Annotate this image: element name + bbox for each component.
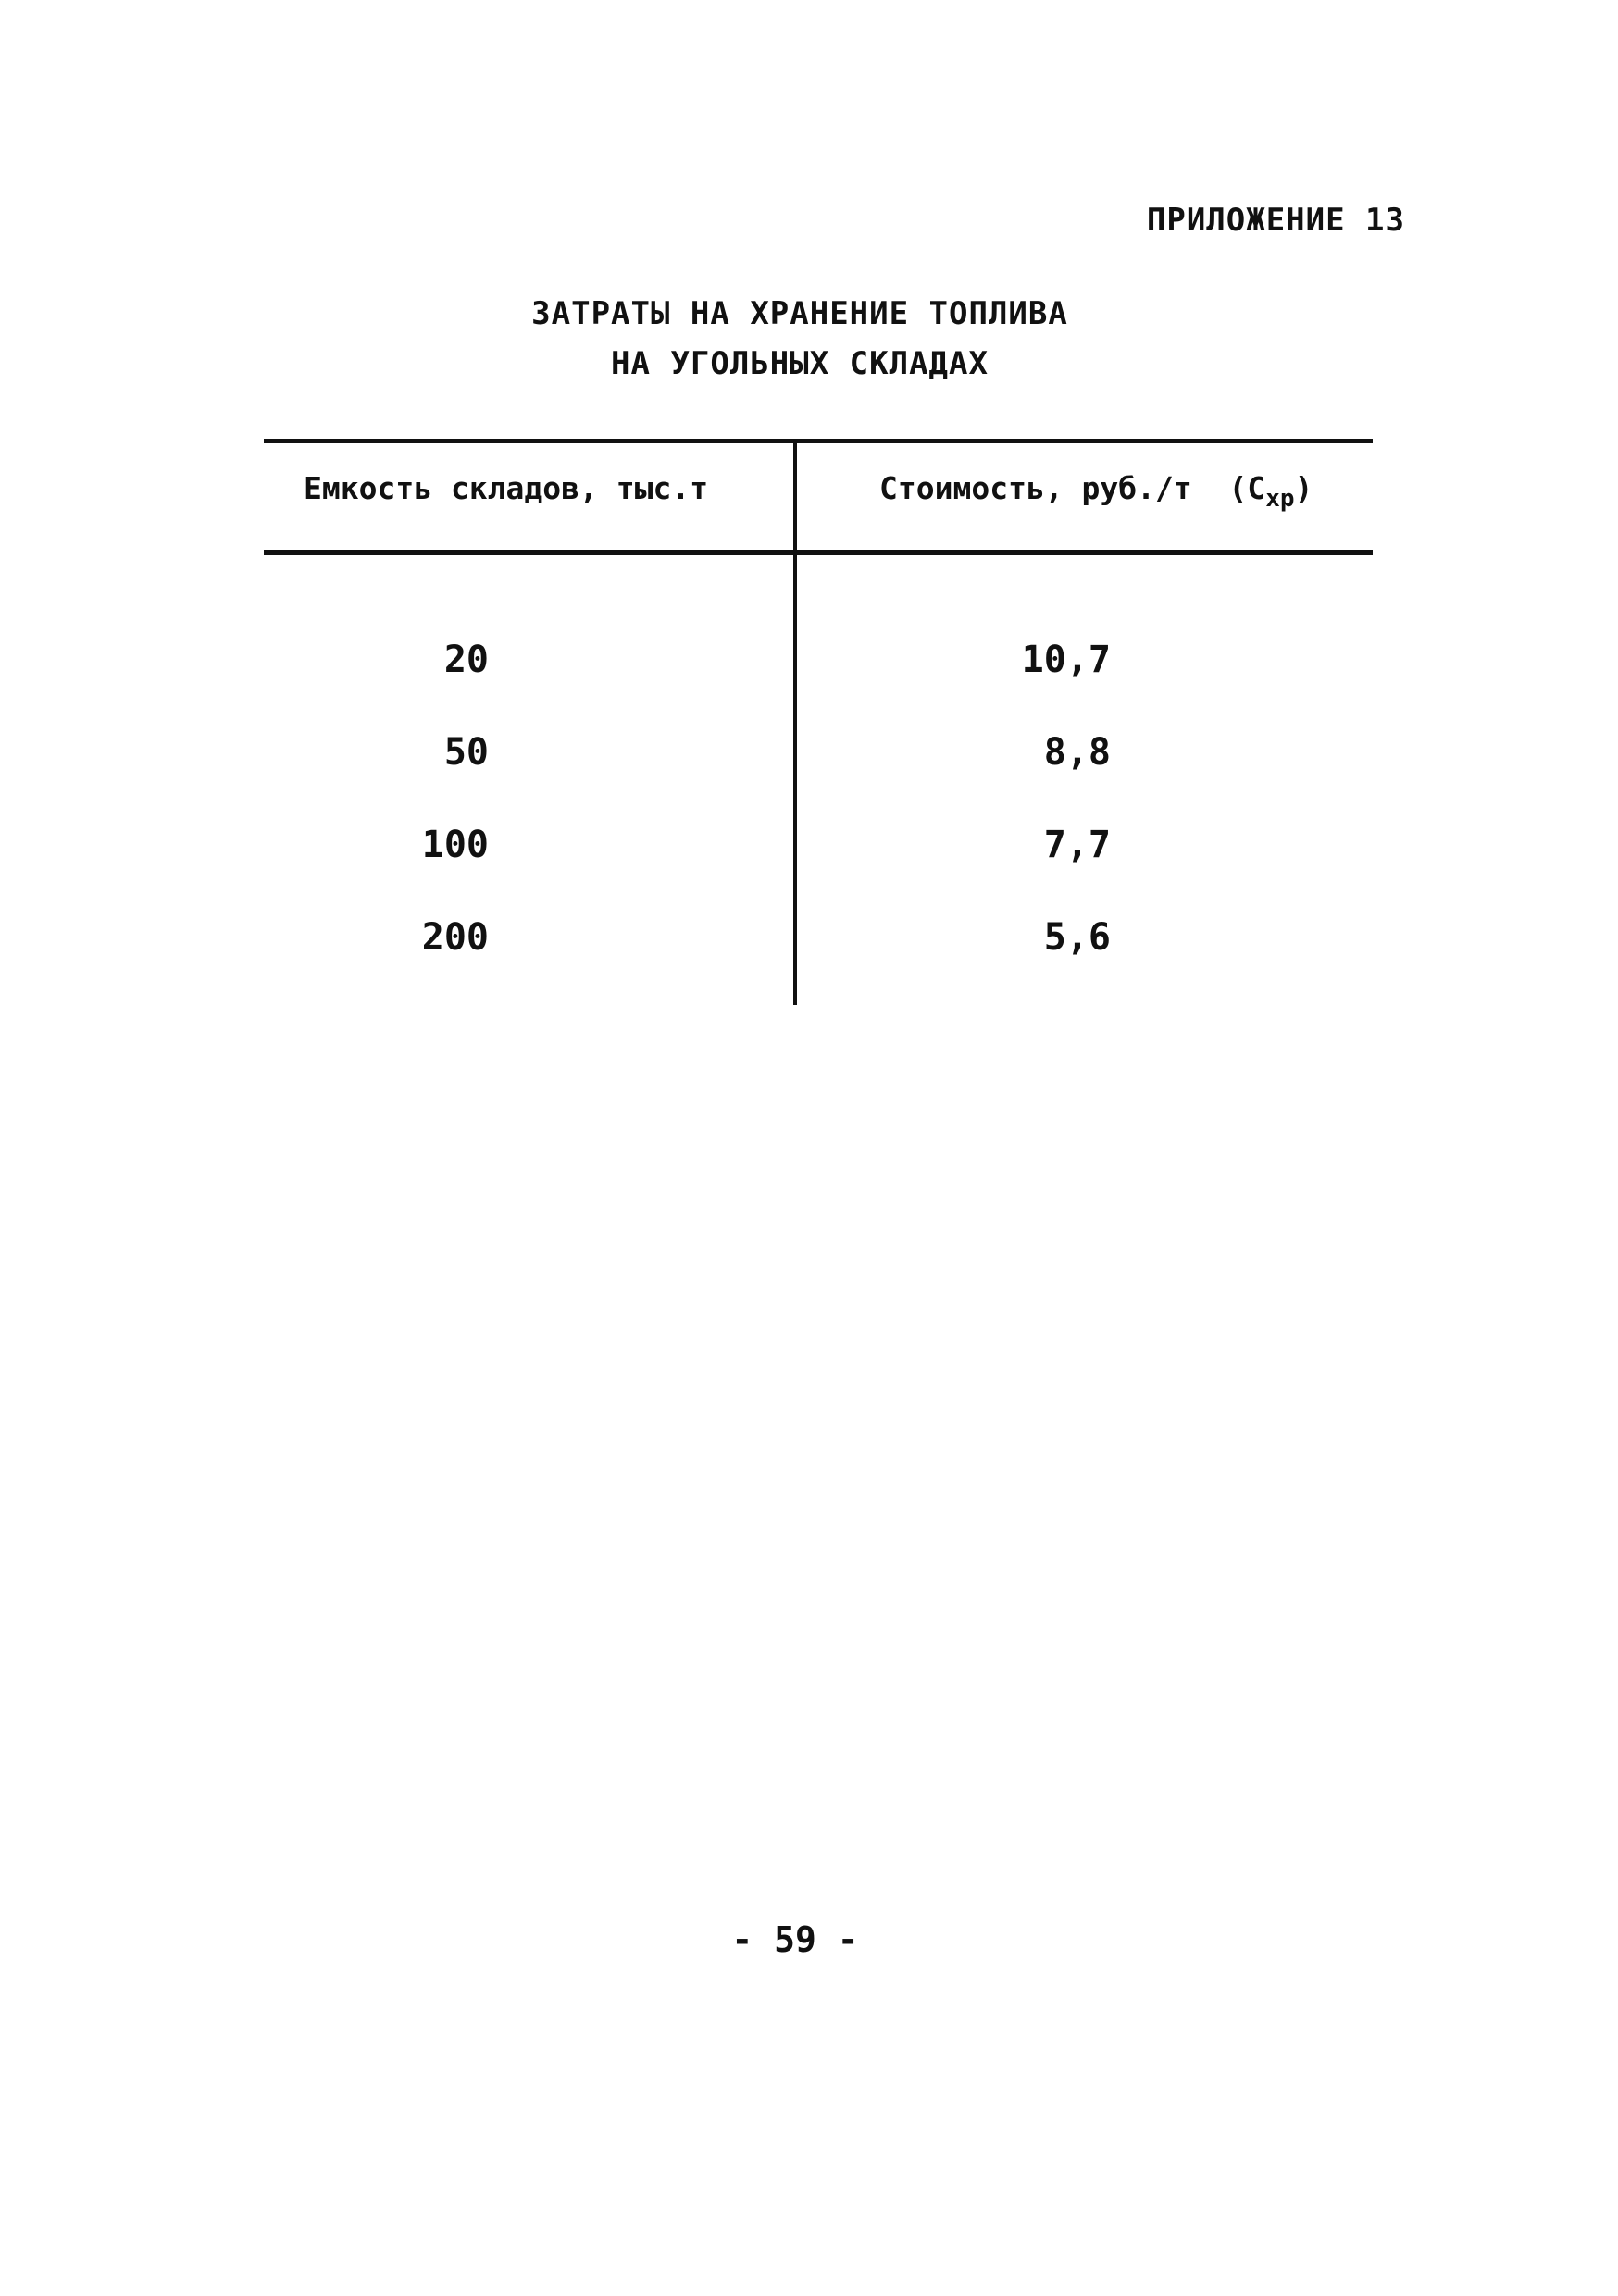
title-line-1: ЗАТРАТЫ НА ХРАНЕНИЕ ТОПЛИВА xyxy=(531,295,1068,332)
table-cell-capacity: 20 xyxy=(443,639,489,681)
table-cell-capacity: 100 xyxy=(421,824,489,866)
document-title xyxy=(0,289,1618,389)
header-cost xyxy=(879,470,1313,513)
table-cell-cost: 10,7 xyxy=(1021,639,1111,681)
table-cell-cost: 7,7 xyxy=(1043,824,1111,866)
table-top-rule xyxy=(264,439,1373,443)
title-line-2: НА УГОЛЬНЫХ СКЛАДАХ xyxy=(611,345,989,382)
table-cell-cost: 5,6 xyxy=(1043,916,1111,959)
table-header-rule xyxy=(264,550,1373,555)
header-cost-label: Стоимость, руб./т xyxy=(879,470,1192,506)
table-cell-capacity: 200 xyxy=(421,916,489,959)
appendix-label: ПРИЛОЖЕНИЕ 13 xyxy=(1146,202,1405,239)
table-column-divider xyxy=(793,439,797,1005)
cost-symbol: $(C_{хр})$ xyxy=(1228,470,1313,513)
table-cell-cost: 8,8 xyxy=(1043,731,1111,774)
header-capacity: Емкость складов, тыс.т xyxy=(304,470,709,506)
page-number: - 59 - xyxy=(731,1919,859,1960)
table-cell-capacity: 50 xyxy=(443,731,489,774)
